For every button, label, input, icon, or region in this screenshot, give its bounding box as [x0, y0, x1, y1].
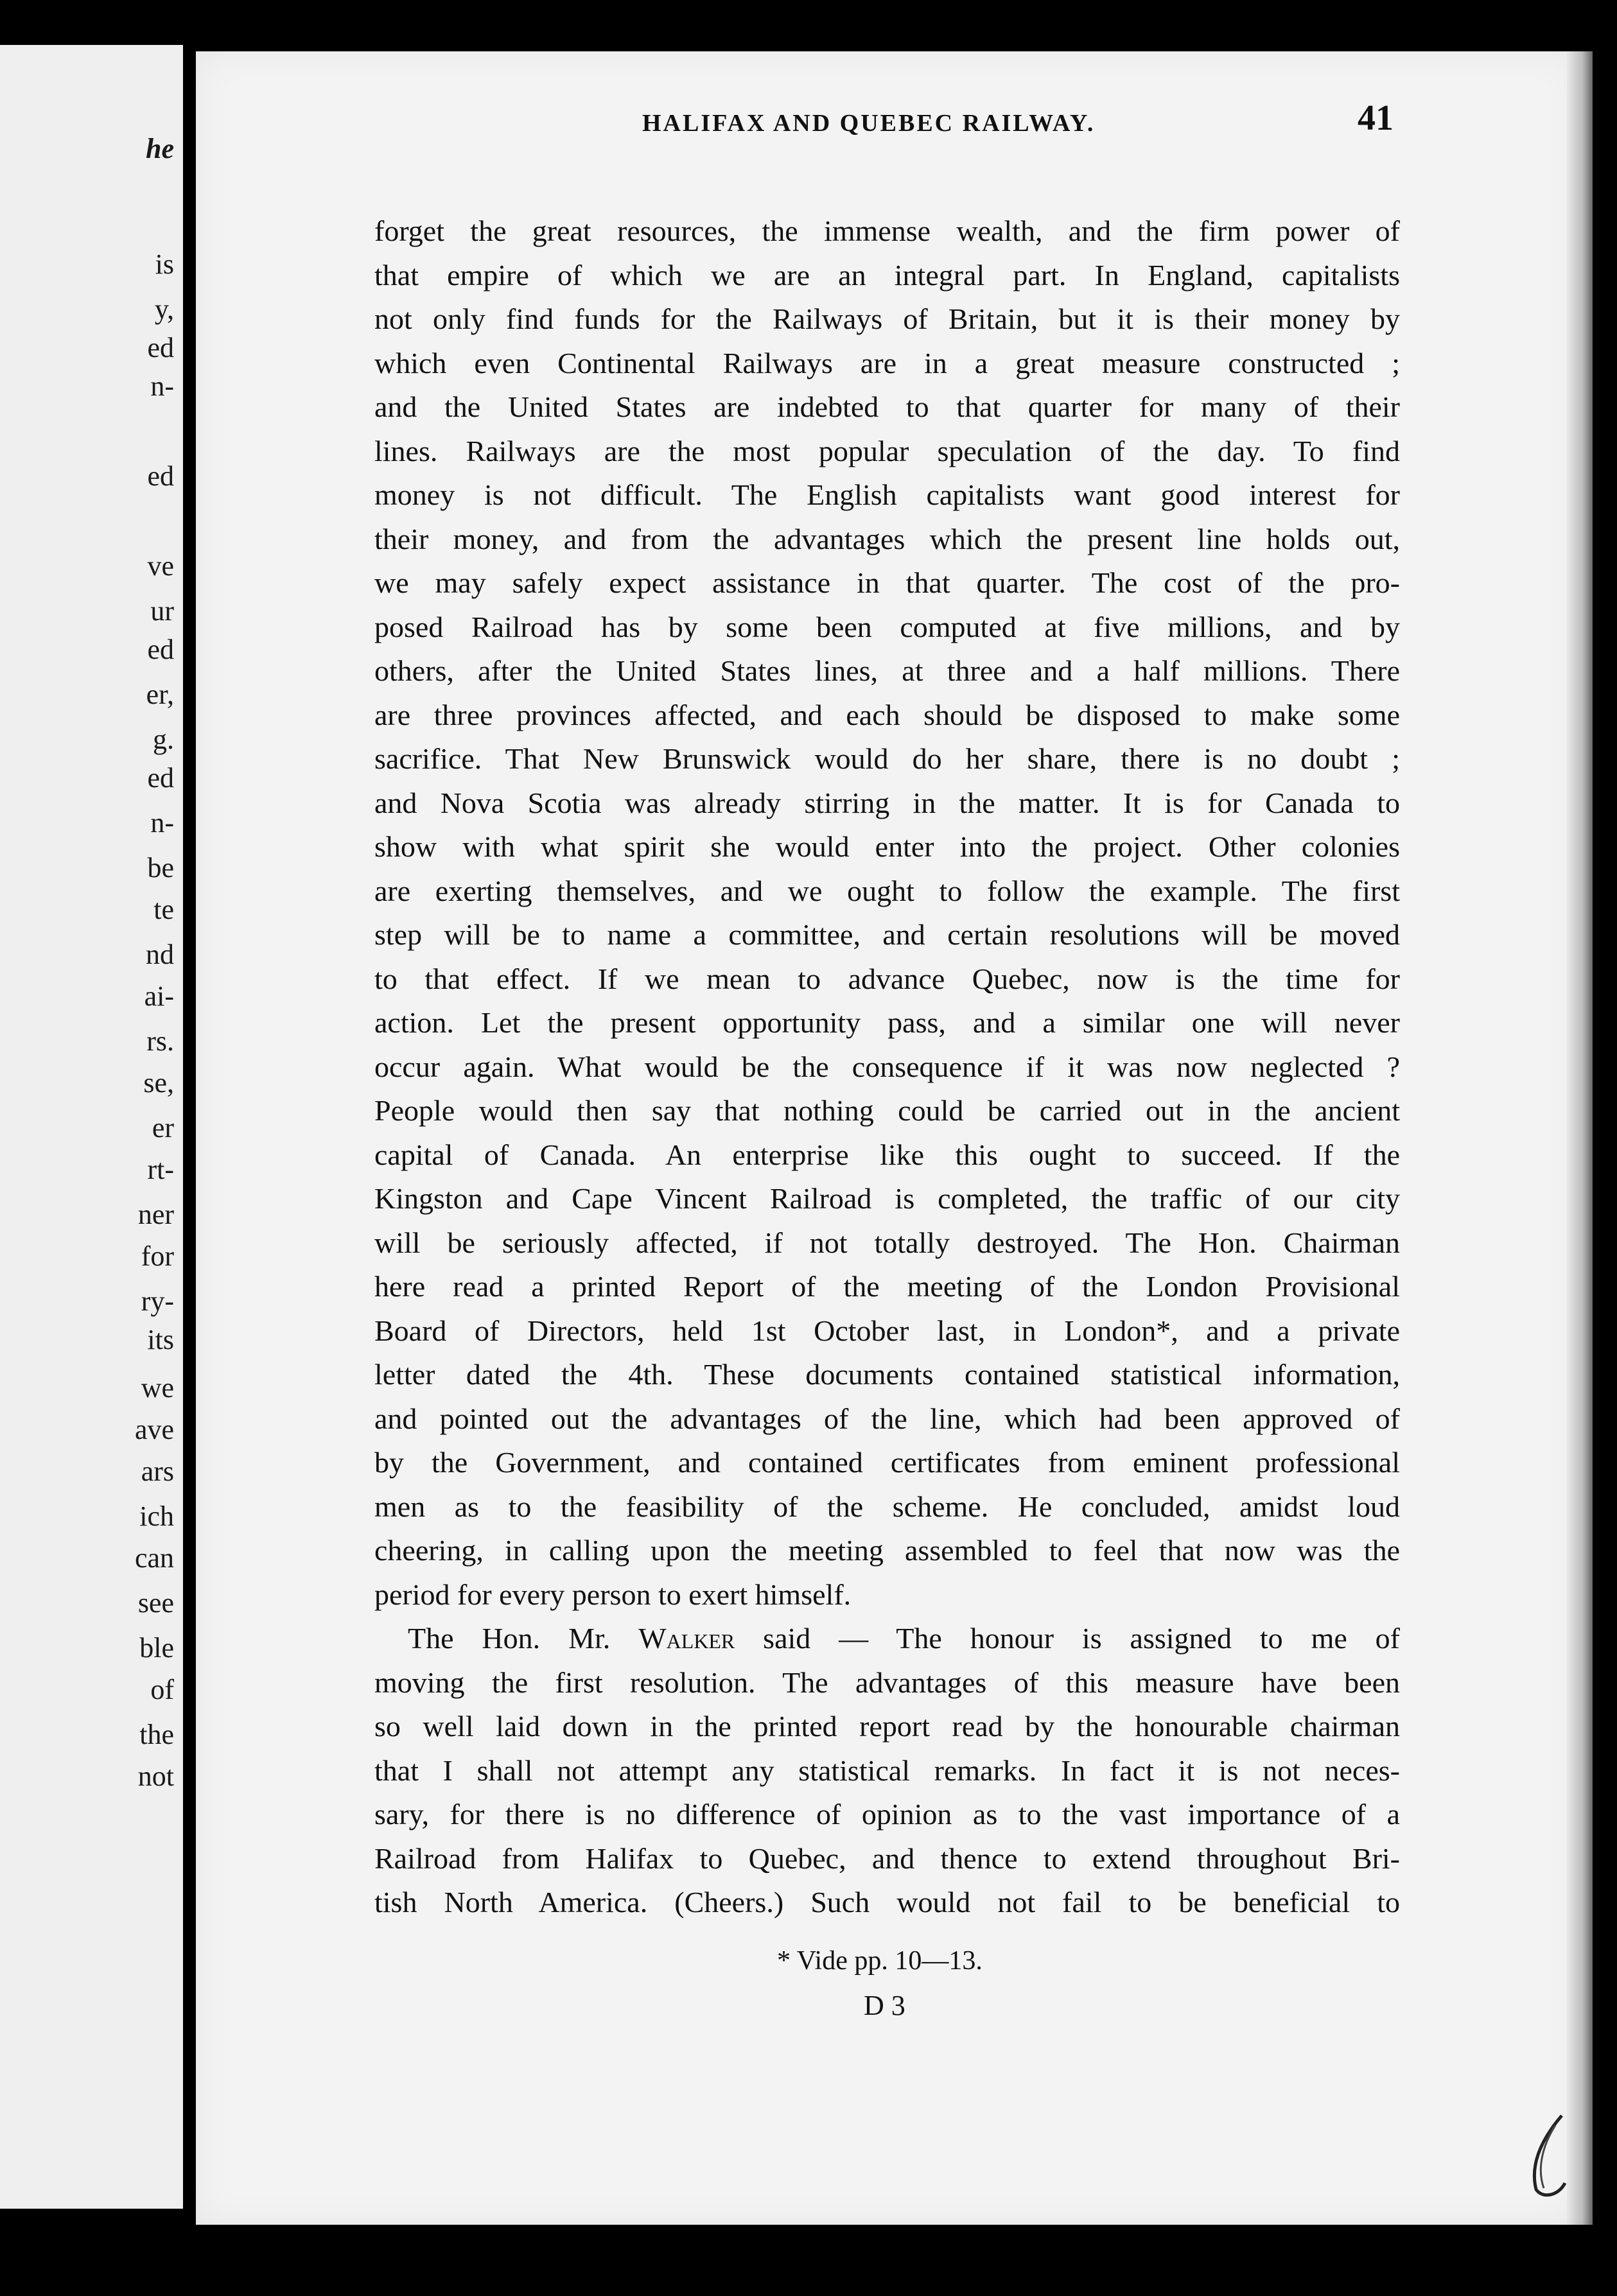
facing-page-fragment: te — [153, 894, 174, 925]
facing-page-fragment: se, — [143, 1067, 174, 1099]
paragraph-line: action. Let the present opportunity pass, and a similar one will never — [374, 1006, 1400, 1039]
speaker-name: Walker — [638, 1622, 735, 1655]
paragraph-line: capital of Canada. An enterprise like this ought to succeed. If the — [374, 1138, 1400, 1171]
line-text: The Hon. Mr. — [408, 1622, 639, 1655]
page-edge-shadow — [1567, 51, 1593, 2225]
facing-page-fragment: nd — [146, 939, 174, 970]
paragraph-line — [374, 1617, 1400, 1661]
paragraph-line: men as to the feasibility of the scheme. He concluded, amidst loud — [374, 1490, 1400, 1523]
footnote: * Vide pp. 10—13. — [777, 1946, 983, 1976]
paragraph-line: step will be to name a committee, and certain resolutions will be moved — [374, 918, 1400, 951]
paragraph-line: show with what spirit she would enter into the project. Other colonies — [374, 830, 1400, 863]
paragraph-line: that I shall not attempt any statistical remarks. In fact it is not neces- — [374, 1753, 1400, 1787]
paragraph-line: moving the first resolution. The advantages of this measure have been — [374, 1665, 1400, 1699]
paragraph-line: Board of Directors, held 1st October last, in London*, and a private — [374, 1314, 1400, 1347]
paragraph-line: period for every person to exert himself. — [374, 1578, 852, 1611]
facing-page-fragment: er — [152, 1112, 174, 1144]
facing-page-fragment: rt- — [147, 1154, 174, 1185]
facing-page-fragment: rs. — [146, 1025, 174, 1057]
body-text — [374, 209, 1400, 1925]
facing-page-fragment: ed — [147, 332, 174, 363]
facing-page-fragment: ed — [147, 460, 174, 492]
paragraph-line: others, after the United States lines, at three and a half millions. There — [374, 654, 1400, 687]
facing-page-fragment: ry- — [141, 1285, 174, 1317]
paragraph-line: their money, and from the advantages which the present line holds out, — [374, 522, 1400, 555]
paragraph-line: Kingston and Cape Vincent Railroad is completed, the traffic of our city — [374, 1182, 1400, 1215]
paragraph-line: forget the great resources, the immense wealth, and the firm power of — [374, 214, 1400, 247]
paragraph-line: which even Continental Railways are in a great measure constructed ; — [374, 346, 1400, 379]
facing-page-fragment: its — [147, 1324, 174, 1355]
paragraph-line: lines. Railways are the most popular speculation of the day. To find — [374, 434, 1400, 467]
facing-page-fragment: n- — [150, 807, 174, 839]
facing-page-fragment: er, — [146, 679, 174, 710]
paragraph-line: not only find funds for the Railways of Britain, but it is their money by — [374, 302, 1400, 335]
paragraph-line: will be seriously affected, if not totally destroyed. The Hon. Chairman — [374, 1226, 1400, 1259]
paragraph-line: so well laid down in the printed report read by the honourable chairman — [374, 1710, 1400, 1743]
paragraph-2 — [374, 1617, 1400, 1925]
paragraph-line: cheering, in calling upon the meeting assembled to feel that now was the — [374, 1534, 1400, 1567]
paragraph-1 — [374, 209, 1400, 1617]
paragraph-line: sacrifice. That New Brunswick would do her share, there is no doubt ; — [374, 742, 1400, 775]
facing-page-fragment: ich — [139, 1500, 174, 1532]
facing-page-fragment: of — [150, 1674, 174, 1705]
signature-mark: D 3 — [864, 1990, 905, 2021]
running-head: HALIFAX AND QUEBEC RAILWAY. — [642, 110, 1096, 137]
paragraph-line: by the Government, and contained certificates from eminent professional — [374, 1446, 1400, 1479]
facing-page-fragment: ve — [147, 550, 174, 582]
facing-page-fragment: the — [139, 1719, 174, 1750]
paragraph-line: occur again. What would be the consequence if it was now neglected ? — [374, 1050, 1400, 1083]
paragraph-line: sary, for there is no difference of opinion as to the vast importance of a — [374, 1798, 1400, 1831]
paragraph-line: Railroad from Halifax to Quebec, and thence to extend throughout Bri- — [374, 1841, 1400, 1875]
paragraph-line: posed Railroad has by some been computed at five millions, and by — [374, 610, 1400, 643]
facing-page-fragment: ai- — [144, 980, 174, 1012]
facing-page-fragment: g. — [153, 724, 174, 755]
paragraph-line: are three provinces affected, and each should be disposed to make some — [374, 698, 1400, 731]
facing-page-fragment: be — [147, 852, 174, 883]
facing-page-fragment: ed — [147, 634, 174, 665]
facing-page-fragment: ur — [150, 595, 174, 627]
line-text: said — The honour is assigned to me of — [735, 1622, 1400, 1655]
paragraph-line: People would then say that nothing could be carried out in the ancient — [374, 1094, 1400, 1127]
paragraph-line: that empire of which we are an integral part. In England, capitalists — [374, 258, 1400, 291]
paragraph-line: tish North America. (Cheers.) Such would not fail to be beneficial to — [374, 1886, 1400, 1918]
paragraph-line: and the United States are indebted to that quarter for many of their — [374, 390, 1400, 423]
facing-page-fragment: we — [141, 1372, 174, 1404]
facing-page-fragment: can — [134, 1542, 174, 1574]
paragraph-line: we may safely expect assistance in that quarter. The cost of the pro- — [374, 566, 1400, 599]
paragraph-line: are exerting themselves, and we ought to follow the example. The first — [374, 874, 1400, 907]
page-curl-icon — [1523, 2112, 1568, 2202]
facing-page-fragment: for — [141, 1240, 174, 1272]
facing-page-fragment: not — [137, 1761, 174, 1792]
facing-page-fragment: ars — [141, 1456, 174, 1487]
facing-page-fragment: ner — [137, 1199, 174, 1230]
page-number: 41 — [1358, 98, 1394, 138]
paragraph-line: to that effect. If we mean to advance Quebec, now is the time for — [374, 962, 1400, 995]
paragraph-line: and Nova Scotia was already stirring in the matter. It is for Canada to — [374, 786, 1400, 819]
facing-page-fragment: ave — [134, 1414, 174, 1445]
facing-page-fragment: ed — [147, 762, 174, 794]
paragraph-line: and pointed out the advantages of the line, which had been approved of — [374, 1402, 1400, 1435]
facing-page-fragment: see — [137, 1587, 174, 1619]
paragraph-line: letter dated the 4th. These documents contained statistical information, — [374, 1358, 1400, 1391]
facing-page-fragment: y, — [154, 293, 174, 325]
facing-page-fragment: ble — [139, 1632, 174, 1664]
facing-page-fragment: is — [155, 248, 174, 280]
facing-page-fragment: he — [146, 133, 174, 164]
paragraph-line: money is not difficult. The English capitalists want good interest for — [374, 478, 1400, 511]
facing-page-fragment: n- — [150, 370, 174, 402]
paragraph-line: here read a printed Report of the meeting of the London Provisional — [374, 1270, 1400, 1303]
facing-page-edge — [0, 45, 183, 2209]
